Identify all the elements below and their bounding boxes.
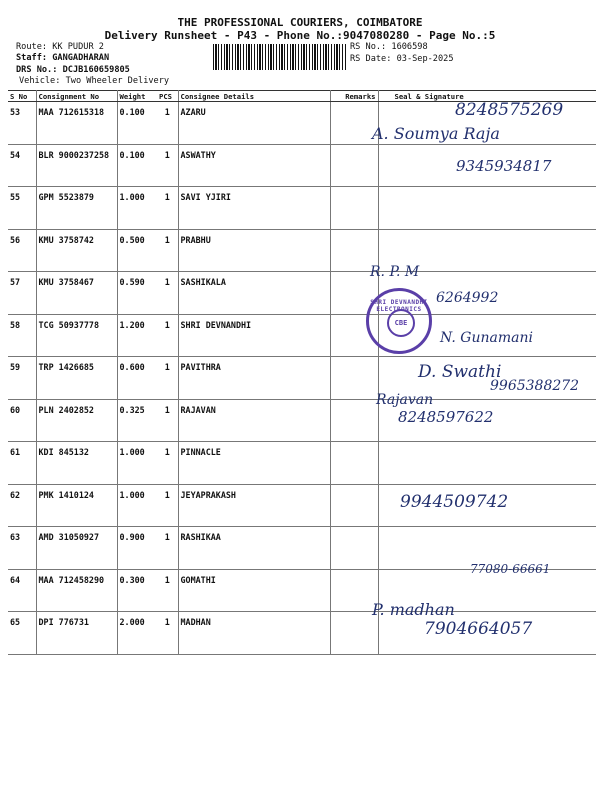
handwritten-phone: 9944509742	[400, 492, 509, 512]
row-consignment-no: MAA 712458290	[36, 569, 117, 612]
row-weight: 1.200	[117, 314, 157, 357]
row-sno: 61	[8, 442, 36, 485]
col-consignment: Consignment No	[36, 91, 117, 102]
handwritten-signature: R. P. M	[370, 264, 420, 280]
table-row	[8, 229, 596, 272]
row-consignee: JEYAPRAKASH	[178, 484, 330, 527]
row-consignee: SHRI DEVNANDHI	[178, 314, 330, 357]
row-consignment-no: TRP 1426685	[36, 357, 117, 400]
row-sno: 65	[8, 612, 36, 655]
row-weight: 0.900	[117, 527, 157, 570]
row-sno: 59	[8, 357, 36, 400]
row-consignee: PRABHU	[178, 229, 330, 272]
row-weight: 0.600	[117, 357, 157, 400]
row-pcs: 1	[157, 144, 178, 187]
handwritten-signature: A. Soumya Raja	[372, 124, 500, 143]
col-remarks: Remarks	[330, 91, 378, 102]
row-consignment-no: AMD 31050927	[36, 527, 117, 570]
rs-no-line: RS No.: 1606598	[350, 42, 428, 52]
row-consignee: MADHAN	[178, 612, 330, 655]
col-seal-signature: Seal & Signature	[378, 91, 596, 102]
row-pcs: 1	[157, 442, 178, 485]
row-pcs: 1	[157, 399, 178, 442]
handwritten-phone: 77080-66661	[470, 562, 551, 576]
row-weight: 0.590	[117, 272, 157, 315]
row-sno: 62	[8, 484, 36, 527]
handwritten-signature: P. madhan	[372, 600, 455, 619]
staff-line: Staff: GANGADHARAN	[16, 53, 110, 63]
row-sno: 54	[8, 144, 36, 187]
handwritten-signature: Rajavan	[376, 392, 434, 408]
row-weight: 1.000	[117, 484, 157, 527]
row-sno: 64	[8, 569, 36, 612]
route-value: KK PUDUR 2	[52, 42, 104, 52]
row-remarks	[330, 484, 378, 527]
row-weight: 0.300	[117, 569, 157, 612]
row-weight: 0.500	[117, 229, 157, 272]
table-row	[8, 187, 596, 230]
rs-no-value: 1606598	[391, 42, 428, 52]
row-pcs: 1	[157, 102, 178, 145]
vehicle-value: Two Wheeler Delivery	[65, 76, 170, 86]
row-remarks	[330, 144, 378, 187]
handwritten-phone: 9965388272	[490, 378, 580, 394]
drs-value: DCJB160659805	[62, 65, 130, 75]
vehicle-line: Vehicle: Two Wheeler Delivery	[19, 76, 170, 86]
row-sno: 60	[8, 399, 36, 442]
row-remarks	[330, 527, 378, 570]
row-consignee: PAVITHRA	[178, 357, 330, 400]
rs-date-value: 03-Sep-2025	[396, 54, 454, 64]
row-consignment-no: PLN 2402852	[36, 399, 117, 442]
rs-date-line: RS Date: 03-Sep-2025	[350, 54, 454, 64]
row-weight: 0.100	[117, 144, 157, 187]
row-sno: 57	[8, 272, 36, 315]
row-pcs: 1	[157, 484, 178, 527]
row-consignment-no: KDI 845132	[36, 442, 117, 485]
row-remarks	[330, 102, 378, 145]
handwritten-phone: 9345934817	[456, 157, 552, 175]
drs-line: DRS No.: DCJB160659805	[16, 65, 130, 75]
document-title: THE PROFESSIONAL COURIERS, COIMBATORE	[177, 16, 423, 29]
row-consignment-no: BLR 9000237258	[36, 144, 117, 187]
row-remarks	[330, 612, 378, 655]
table-row	[8, 442, 596, 485]
handwritten-phone: 7904664057	[424, 619, 533, 639]
row-consignee: RAJAVAN	[178, 399, 330, 442]
row-consignment-no: KMU 3758742	[36, 229, 117, 272]
col-consignee: Consignee Details	[178, 91, 330, 102]
row-signature	[378, 187, 596, 230]
row-consignment-no: PMK 1410124	[36, 484, 117, 527]
handwritten-phone: 6264992	[436, 290, 499, 306]
row-pcs: 1	[157, 229, 178, 272]
barcode	[213, 44, 346, 70]
row-weight: 0.100	[117, 102, 157, 145]
row-consignee: ASWATHY	[178, 144, 330, 187]
row-consignee: SASHIKALA	[178, 272, 330, 315]
table-row	[8, 272, 596, 315]
staff-value: GANGADHARAN	[52, 53, 110, 63]
row-remarks	[330, 399, 378, 442]
row-remarks	[330, 442, 378, 485]
row-signature	[378, 442, 596, 485]
row-consignee: RASHIKAA	[178, 527, 330, 570]
row-sno: 63	[8, 527, 36, 570]
row-consignment-no: MAA 712615318	[36, 102, 117, 145]
row-weight: 2.000	[117, 612, 157, 655]
row-consignment-no: TCG 50937778	[36, 314, 117, 357]
row-pcs: 1	[157, 272, 178, 315]
row-remarks	[330, 357, 378, 400]
row-sno: 53	[8, 102, 36, 145]
handwritten-signature: N. Gunamani	[440, 330, 533, 346]
row-weight: 0.325	[117, 399, 157, 442]
row-pcs: 1	[157, 569, 178, 612]
col-weight: Weight	[117, 91, 157, 102]
col-pcs: PCS	[157, 91, 178, 102]
row-sno: 55	[8, 187, 36, 230]
row-consignee: GOMATHI	[178, 569, 330, 612]
row-consignment-no: DPI 776731	[36, 612, 117, 655]
row-weight: 1.000	[117, 187, 157, 230]
row-weight: 1.000	[117, 442, 157, 485]
row-pcs: 1	[157, 612, 178, 655]
row-sno: 58	[8, 314, 36, 357]
row-pcs: 1	[157, 314, 178, 357]
row-sno: 56	[8, 229, 36, 272]
handwritten-phone: 8248597622	[398, 408, 494, 426]
row-consignment-no: GPM 5523879	[36, 187, 117, 230]
row-remarks	[330, 187, 378, 230]
row-pcs: 1	[157, 527, 178, 570]
row-consignee: PINNACLE	[178, 442, 330, 485]
row-consignee: AZARU	[178, 102, 330, 145]
handwritten-phone: 8248575269	[455, 100, 564, 120]
company-seal: SHRI DEVNANDHI ELECTRONICS CBE	[366, 288, 432, 354]
row-consignee: SAVI YJIRI	[178, 187, 330, 230]
row-consignment-no: KMU 3758467	[36, 272, 117, 315]
handwritten-signature: D. Swathi	[418, 362, 502, 382]
row-pcs: 1	[157, 187, 178, 230]
runsheet-subtitle: Delivery Runsheet - P43 - Phone No.:9047080280 - Page No.:5	[104, 29, 496, 42]
table-row	[8, 399, 596, 442]
row-remarks	[330, 569, 378, 612]
row-pcs: 1	[157, 357, 178, 400]
route-line: Route: KK PUDUR 2	[16, 42, 104, 52]
col-sno: S No	[8, 91, 36, 102]
